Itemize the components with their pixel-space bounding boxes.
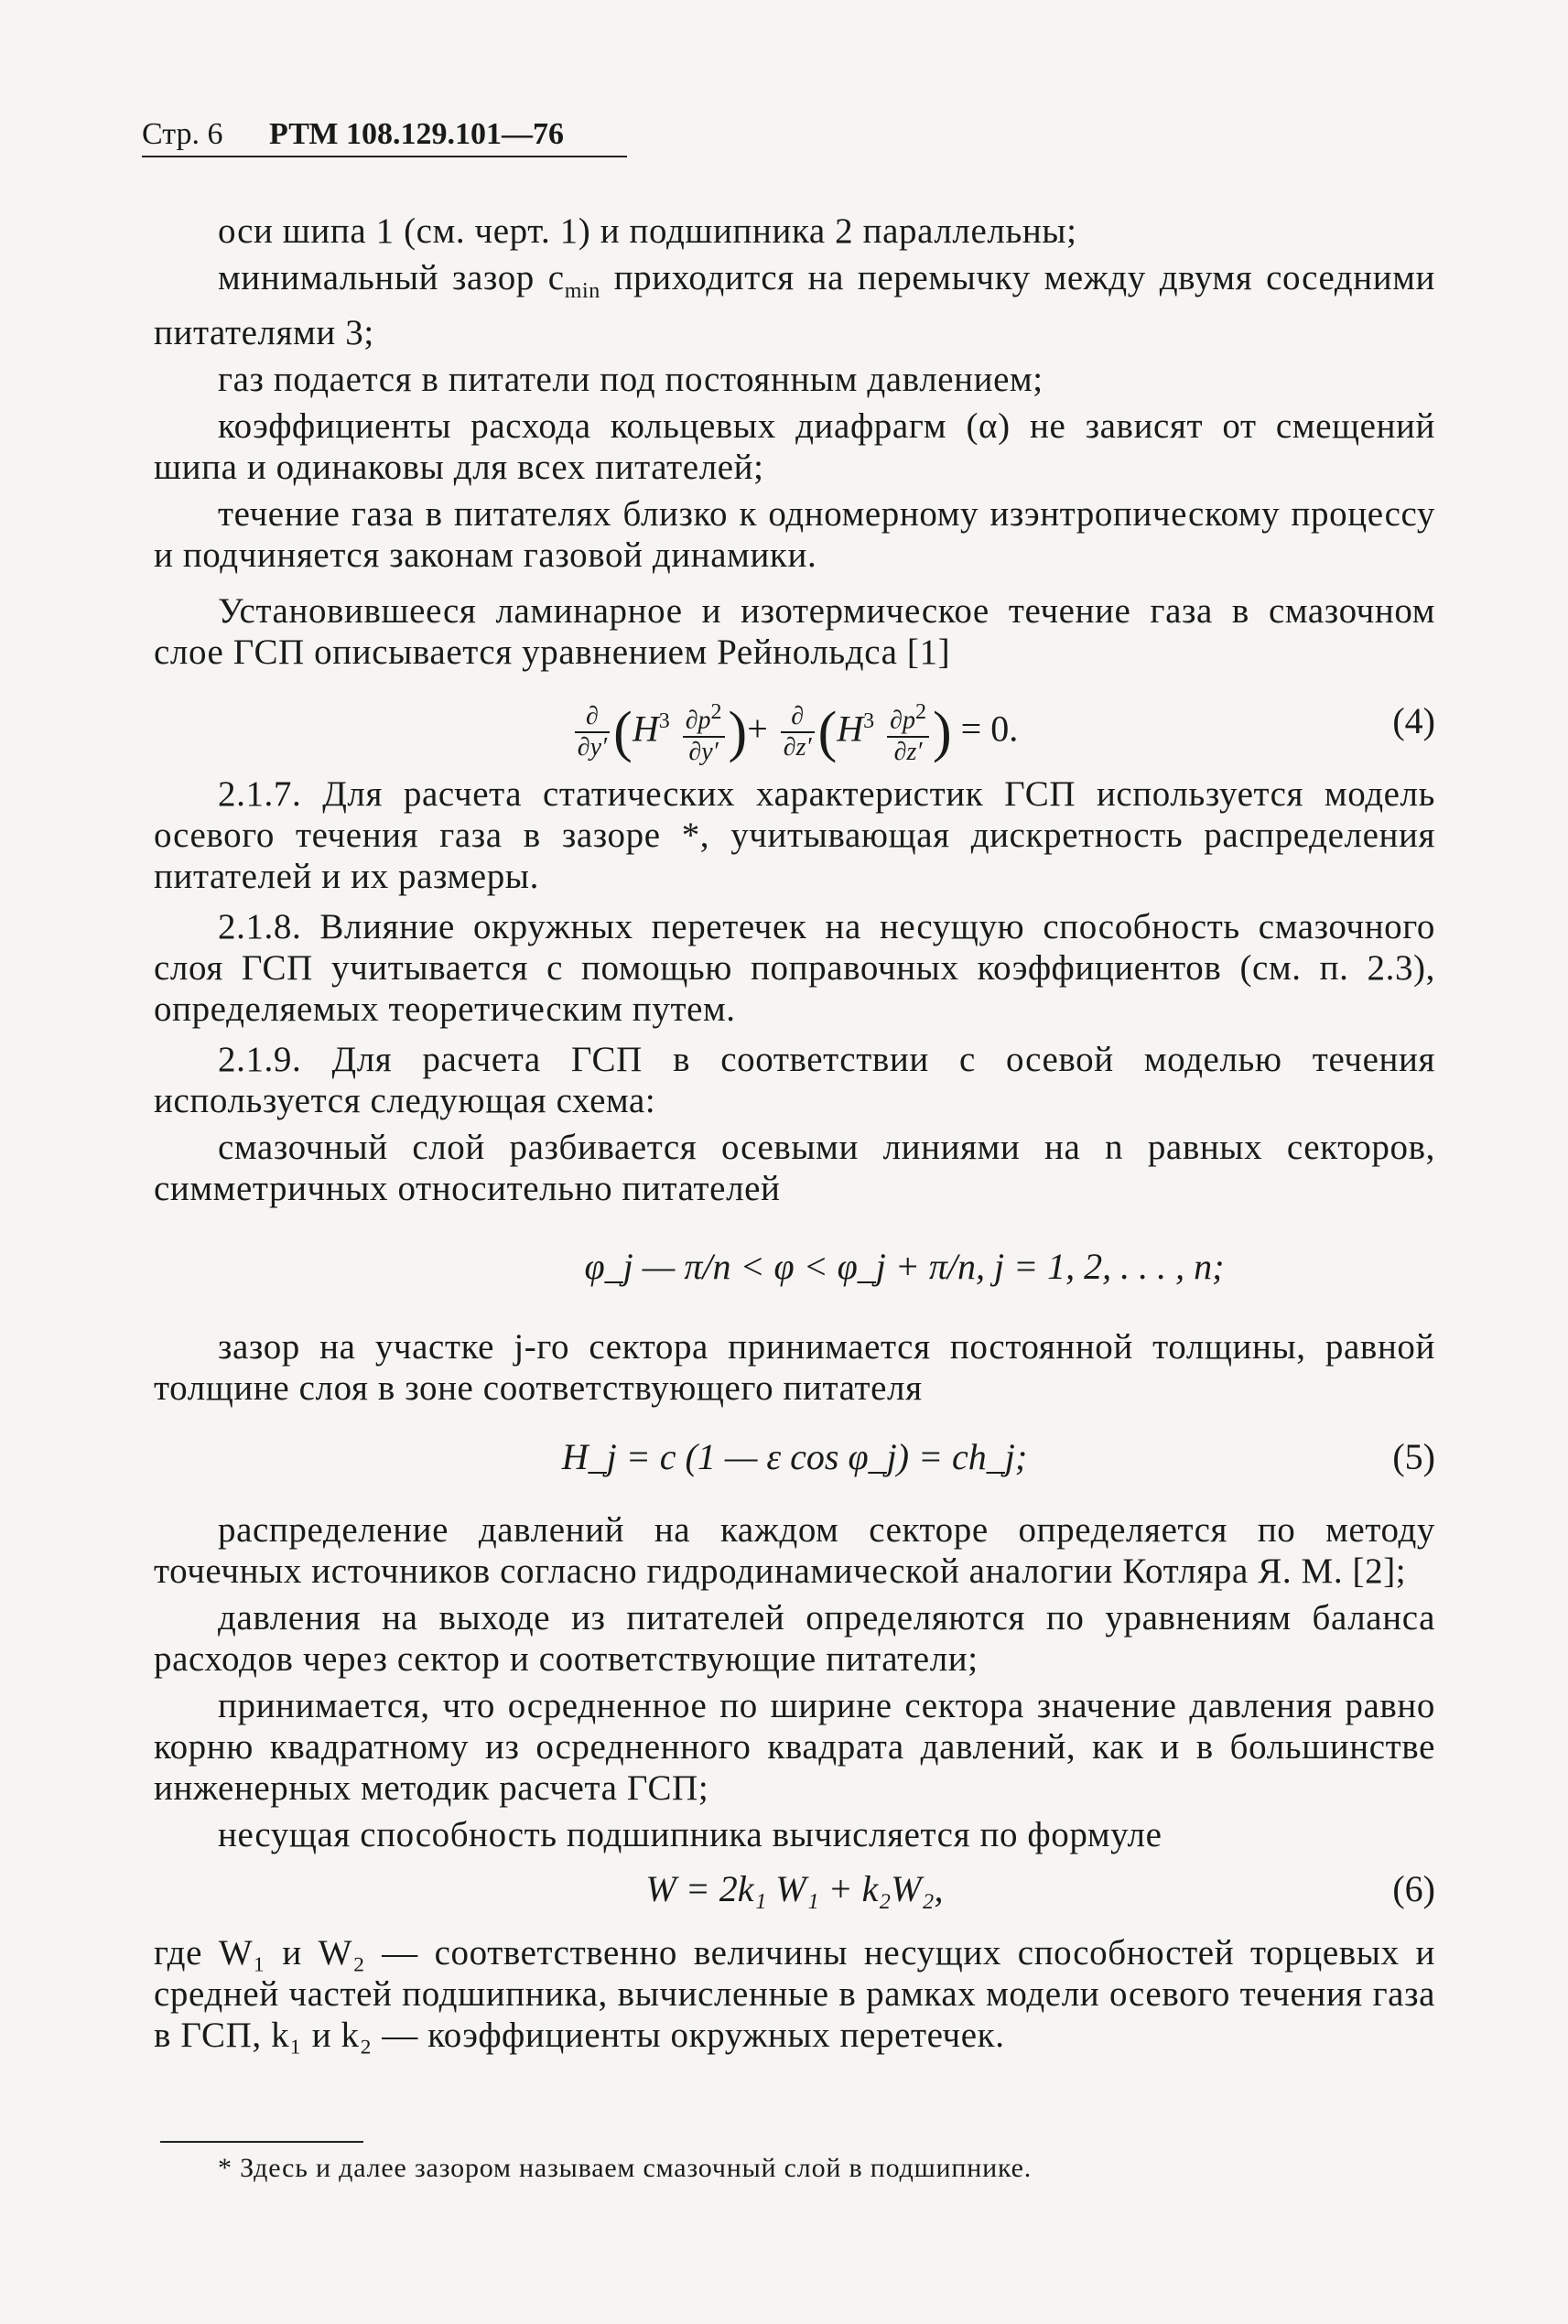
equation-4: [154, 680, 1435, 764]
page-number: Стр. 6: [142, 117, 223, 151]
paragraph: смазочный слой разбивается осевыми линиями на n равных секторов, симметричных относительно питателей: [154, 1127, 1435, 1208]
document-code: РТМ 108.129.101—76: [269, 117, 565, 151]
equation-6: [154, 1855, 1435, 1923]
paragraph: оси шипа 1 (см. черт. 1) и подшипника 2 параллельны;: [218, 211, 1077, 251]
equation-4-rhs: = 0.: [960, 708, 1019, 750]
paragraph: 2.1.9. Для расчета ГСП в соответствии с осевой моделью течения используется следующая схема:: [154, 1039, 1435, 1120]
equation-number: (6): [1392, 1867, 1435, 1909]
paragraph-min-gap: [154, 257, 1435, 353]
paragraph: 2.1.7. Для расчета статических характеристик ГСП используется модель осевого течения газа в зазоре *, учитывающая дискретность распределения питателей и их размеры.: [154, 773, 1435, 896]
paragraph: зазор на участке j-го сектора принимается постоянной толщины, равной толщине слоя в зоне соответствующего питателя: [154, 1326, 1435, 1408]
min-subscript: min: [564, 278, 600, 303]
gap-equation: H_j = c (1 — ε cos φ_j) = ch_j;: [561, 1435, 1028, 1477]
equation-number: (5): [1392, 1435, 1435, 1477]
paragraph: 2.1.8. Влияние окружных перетечек на несущую способность смазочного слоя ГСП учитывается с помощью поправочных коэффициентов (см. п. 2.3), определяемых теоретическим путем.: [154, 906, 1435, 1029]
paragraph: Установившееся ламинарное и изотермическое течение газа в смазочном слое ГСП описывается уравнением Рейнольдса [1]: [154, 590, 1435, 672]
sector-inequality: [154, 1216, 1435, 1317]
sector-inequality-expr: φ_j — π/n < φ < φ_j + π/n, j = 1, 2, . . . , n;: [584, 1245, 1225, 1287]
paragraph: давления на выходе из питателей определяются по уравнениям баланса расходов через сектор и соответствующие питатели;: [154, 1597, 1435, 1679]
paragraph: коэффициенты расхода кольцевых диафрагм (α) не зависят от смещений шипа и одинаковы для всех питателей;: [154, 405, 1435, 487]
paragraph: газ подается в питатели под постоянным давлением;: [218, 359, 1044, 399]
paragraph: несущая способность подшипника вычисляется по формуле: [218, 1814, 1162, 1854]
footnote: * Здесь и далее зазором называем смазочный слой в подшипнике.: [218, 2153, 1033, 2183]
min-gap-text-rest: приходится на перемычку между двумя соседними питателями 3;: [154, 258, 1435, 352]
paragraph: распределение давлений на каждом секторе определяется по методу точечных источников согласно гидродинамической аналогии Котляра Я. М. [2];: [154, 1509, 1435, 1591]
min-gap-text: минимальный зазор c: [218, 258, 565, 297]
page-body: [154, 211, 1435, 2056]
paragraph: принимается, что осредненное по ширине сектора значение давления равно корню квадратному из осредненного квадрата давлений, как и в большинстве инженерных методик расчета ГСП;: [154, 1685, 1435, 1808]
footnote-divider: [160, 2141, 363, 2143]
equation-number: (4): [1392, 699, 1435, 741]
load-capacity-equation: W = 2k₁ W₁ + k₂W₂,: [645, 1867, 944, 1909]
equation-5: [154, 1416, 1435, 1500]
paragraph: течение газа в питателях близко к одномерному изэнтропическому процессу и подчиняется законам газовой динамики.: [154, 493, 1435, 575]
paragraph: где W₁ и W₂ — соответственно величины несущих способностей торцевых и средней частей подшипника, вычисленные в рамках модели осевого течения газа в ГСП, k₁ и k₂ — коэффициенты окружных перетечек.: [154, 1932, 1435, 2055]
page-header: [142, 117, 627, 157]
reynolds-equation: $\frac{\partial}{\partial y'}$ ($H^3$ $\frac{\partial p2}{\partial y'}$ )+ $\frac{\partial}{\partial z'}$ ($H^3$ $\frac{\partial p2}{\partial z'}$ ) = 0.: [154, 680, 1435, 770]
